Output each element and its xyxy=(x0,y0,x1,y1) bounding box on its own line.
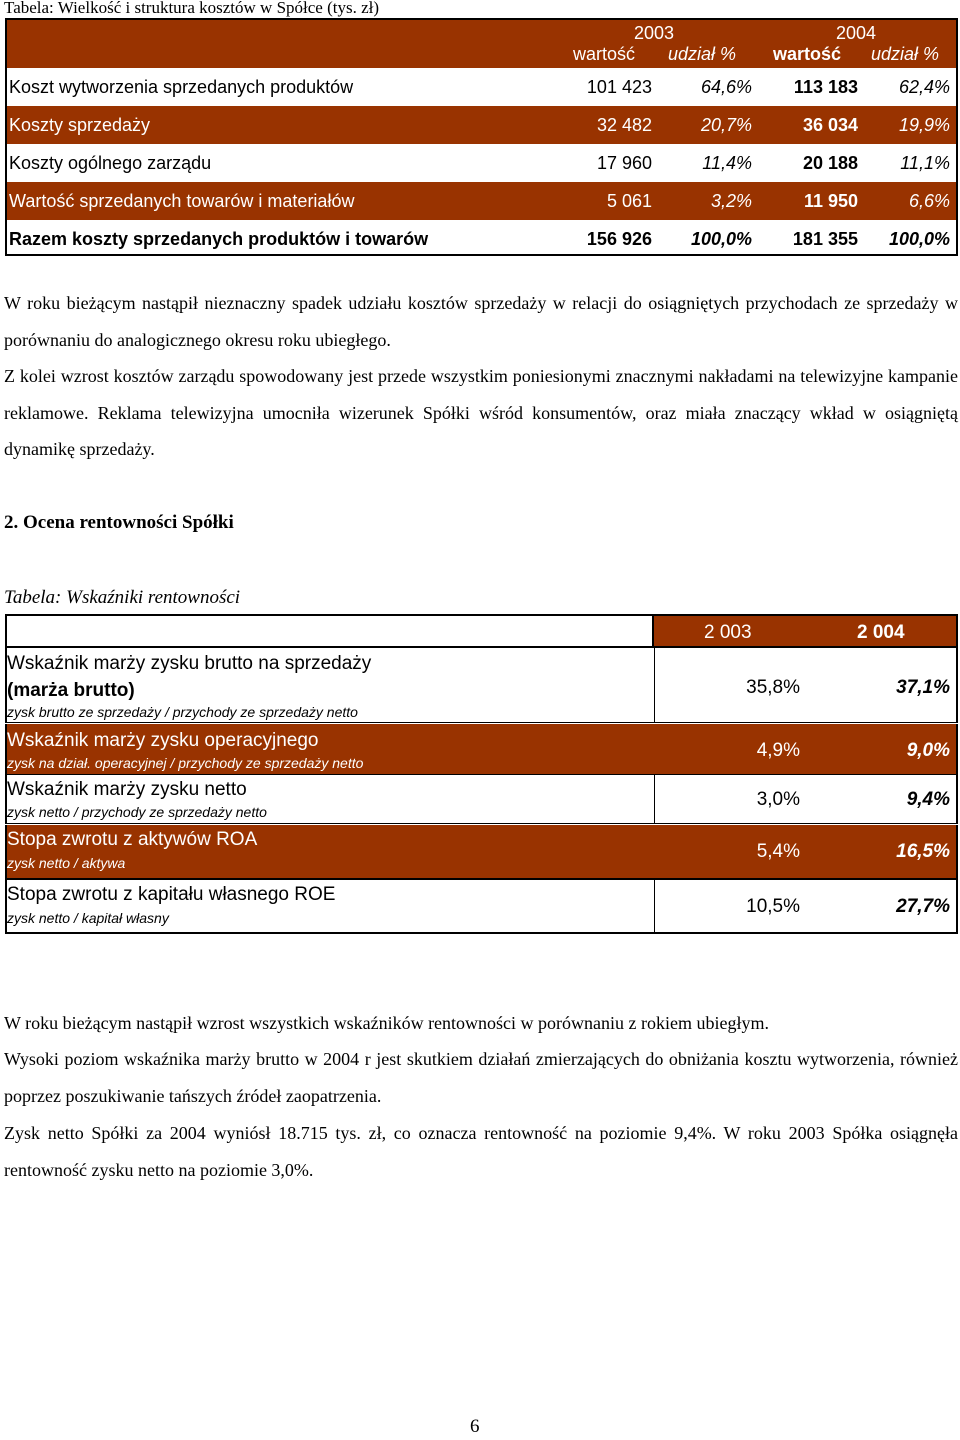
share-2004: 11,1% xyxy=(900,153,950,173)
row-label: Koszty sprzedaży xyxy=(9,115,151,135)
value-2003: 3,0% xyxy=(756,789,800,810)
share-2003: 100,0% xyxy=(690,229,752,249)
value-2003: 5 061 xyxy=(606,191,652,211)
value-2004: 20 188 xyxy=(802,153,858,173)
table-row xyxy=(7,144,956,182)
paragraph-profitability-growth: W roku bieżącym nastąpił wzrost wszystkich wskaźników rentowności w porównaniu z rokiem ubiegłym. xyxy=(4,1013,769,1033)
share-2003: 3,2% xyxy=(710,191,752,211)
paragraph-net-profit: Zysk netto Spółki za 2004 wyniósł 18.715 tys. zł, co oznacza rentowność na poziomie 9,4%. W roku 2003 Spółka osiągnęła rentowność zysku netto na poziomie 3,0%. xyxy=(4,1123,958,1180)
table-row-total xyxy=(7,220,956,256)
row-title: Wskaźnik marży zysku brutto na sprzedaży xyxy=(7,653,372,674)
table-row xyxy=(7,182,956,220)
page-number: 6 xyxy=(470,1416,480,1437)
value-2004: 181 355 xyxy=(792,229,858,249)
table-row xyxy=(7,68,956,106)
row-label-cell xyxy=(7,775,655,823)
value-2003: 101 423 xyxy=(586,77,652,97)
row-formula: zysk netto / aktywa xyxy=(7,855,126,871)
header-share-2004: udział % xyxy=(871,44,940,64)
value-2003: 10,5% xyxy=(746,896,800,917)
table-row xyxy=(5,825,958,878)
table-row xyxy=(7,106,956,144)
value-2003: 17 960 xyxy=(596,153,652,173)
table1-header xyxy=(7,20,956,68)
profitability-table xyxy=(5,614,958,934)
share-2004: 19,9% xyxy=(898,115,950,135)
table2-header xyxy=(652,614,958,648)
value-2003: 4,9% xyxy=(756,740,800,761)
value-2003: 35,8% xyxy=(746,677,800,698)
header-value-2003: wartość xyxy=(573,44,636,64)
header-year-2004: 2004 xyxy=(836,23,877,43)
row-label-cell xyxy=(7,880,655,932)
share-2003: 11,4% xyxy=(702,153,752,173)
row-title: Wskaźnik marży zysku operacyjnego xyxy=(7,730,319,751)
row-label: Razem koszty sprzedanych produktów i towarów xyxy=(9,229,429,249)
table-row xyxy=(5,774,958,824)
value-2004: 16,5% xyxy=(896,841,950,862)
header-year-2003: 2003 xyxy=(634,23,675,43)
value-2003: 5,4% xyxy=(756,841,800,862)
row-formula: zysk na dział. operacyjnej / przychody ze sprzedaży netto xyxy=(7,755,364,771)
value-2004: 11 950 xyxy=(803,191,858,211)
table2-caption: Tabela: Wskaźniki rentowności xyxy=(4,587,241,608)
row-title: Stopa zwrotu z kapitału własnego ROE xyxy=(7,884,336,905)
table1-caption: Tabela: Wielkość i struktura kosztów w Spółce (tys. zł) xyxy=(4,0,380,17)
paragraph-cost-analysis: W roku bieżącym nastąpił nieznaczny spadek udziału kosztów sprzedaży w relacji do osiągniętych przychodach ze sprzedaży w porównaniu do analogicznego okresu roku ubiegłego. xyxy=(4,293,958,350)
row-formula: zysk netto / kapitał własny xyxy=(7,910,169,926)
row-title-2: (marża brutto) xyxy=(7,680,135,701)
share-2004: 100,0% xyxy=(888,229,950,249)
row-label: Wartość sprzedanych towarów i materiałów xyxy=(9,191,355,211)
value-2004: 113 183 xyxy=(793,77,858,97)
row-label: Koszt wytworzenia sprzedanych produktów xyxy=(9,77,354,97)
header-year-2003: 2 003 xyxy=(704,622,752,643)
share-2003: 64,6% xyxy=(700,77,752,97)
cost-structure-table xyxy=(5,18,958,256)
table-row xyxy=(5,648,958,723)
row-label-cell xyxy=(7,825,654,878)
value-2004: 27,7% xyxy=(896,896,950,917)
header-year-2004: 2 004 xyxy=(857,622,905,643)
row-formula: zysk netto / przychody ze sprzedaży netto xyxy=(7,804,267,820)
paragraph-management-costs: Z kolei wzrost kosztów zarządu spowodowany jest przede wszystkim poniesionymi znacznymi nakładami na telewizyjne kampanie reklamowe. Reklama telewizyjna umocniła wizerunek Spółki wśród konsumentów, oraz miała znaczący wkład w osiągniętą dynamikę sprzedaży. xyxy=(4,366,958,459)
row-label-cell xyxy=(7,724,654,774)
header-value-2004: wartość xyxy=(773,44,842,64)
value-2004: 37,1% xyxy=(896,677,950,698)
table2-header-blank xyxy=(5,614,654,648)
paragraph-gross-margin: Wysoki poziom wskaźnika marży brutto w 2004 r jest skutkiem działań zmierzających do obniżania kosztu wytworzenia, również poprzez poszukiwanie tańszych źródeł zaopatrzenia. xyxy=(4,1049,958,1106)
table-row xyxy=(5,724,958,774)
value-2003: 156 926 xyxy=(586,229,652,249)
value-2004: 36 034 xyxy=(802,115,858,135)
row-formula: zysk brutto ze sprzedaży / przychody ze sprzedaży netto xyxy=(7,704,358,720)
share-2004: 6,6% xyxy=(908,191,950,211)
header-share-2003: udział % xyxy=(668,44,737,64)
section-heading: 2. Ocena rentowności Spółki xyxy=(4,512,234,533)
value-2004: 9,4% xyxy=(906,789,950,810)
row-title: Wskaźnik marży zysku netto xyxy=(7,779,247,800)
share-2003: 20,7% xyxy=(700,115,752,135)
value-2003: 32 482 xyxy=(596,115,652,135)
row-label-cell xyxy=(7,648,655,722)
share-2004: 62,4% xyxy=(898,77,950,97)
value-2004: 9,0% xyxy=(906,740,950,761)
row-title: Stopa zwrotu z aktywów ROA xyxy=(7,829,258,850)
row-label: Koszty ogólnego zarządu xyxy=(9,153,212,173)
table-row xyxy=(5,878,958,934)
